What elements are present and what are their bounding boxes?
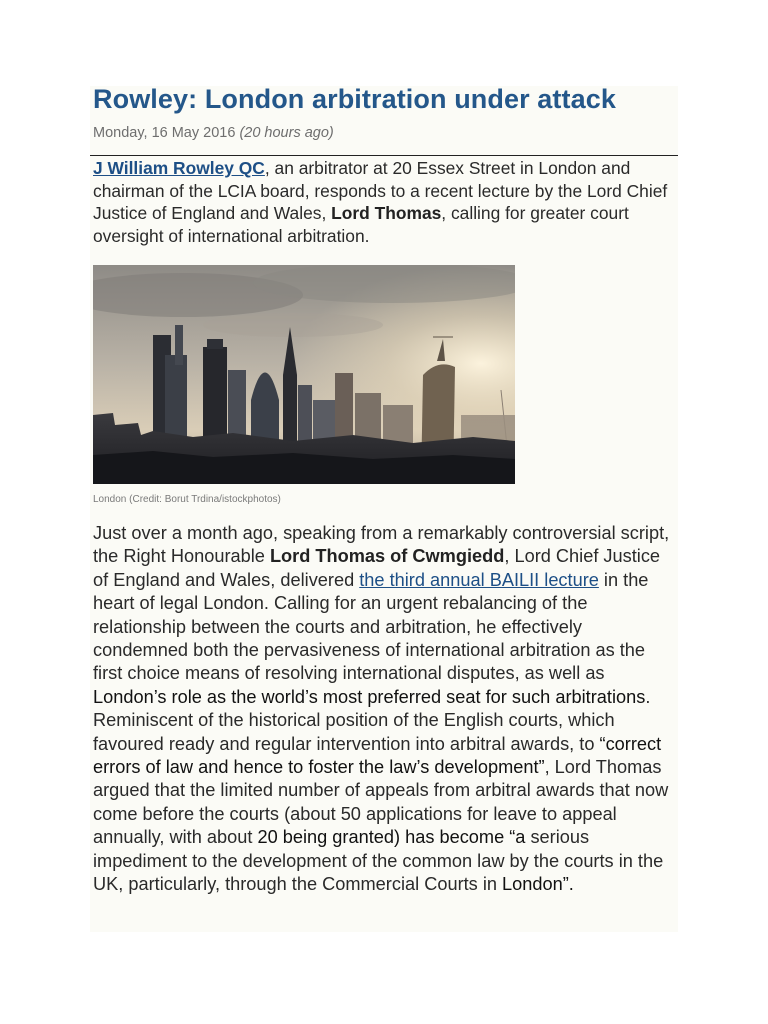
dateline: [93, 125, 334, 141]
article-date: Monday, 16 May 2016: [93, 125, 236, 141]
london-skyline-photo: [93, 265, 515, 484]
bailii-lecture-link[interactable]: the third annual BAILII lecture: [359, 569, 599, 590]
body-text-2: , Lord Chief Justice of England and Wales, delivered: [93, 546, 661, 590]
intro-paragraph: [93, 157, 678, 247]
body-quote-4: London”.: [502, 874, 574, 895]
body-bold-name: Lord Thomas of Cwmgiedd: [269, 546, 505, 567]
body-text-1: Just over a month ago, speaking from a remarkably controversial script, the Right Honourable: [93, 523, 670, 567]
intro-text-1: , an arbitrator at 20 Essex Street in London and chairman of the LCIA board, responds to a recent lecture by the Lord Chief Justice of England and Wales,: [93, 158, 668, 223]
body-text-4: . Reminiscent of the historical position of the English courts, which favoured ready and regular intervention into arbitral awards, to: [93, 686, 651, 754]
author-link[interactable]: J William Rowley QC: [93, 158, 265, 178]
intro-bold-name: Lord Thomas: [331, 203, 442, 223]
body-text-5: , Lord Thomas argued that the limited number of appeals from arbitral awards that now come before the courts (about 50 applications for leave to appeal annually, with about: [93, 757, 669, 848]
body-quote-2: “correct errors of law and hence to foster the law’s development”: [93, 733, 662, 778]
body-quote-3: 20 being granted) has become “a: [257, 827, 526, 848]
body-text-6: serious impediment to the development of the common law by the courts in the UK, particularly, through the Commercial Courts in: [93, 827, 664, 895]
body-text-3: in the heart of legal London. Calling for an urgent rebalancing of the relationship between the courts and arbitration, he effectively condemned both the pervasiveness of international arbitration as the first choice means of resolving international disputes, as well as: [93, 569, 649, 684]
body-quote-1: London’s role as the world’s most preferred seat for such arbitrations: [93, 686, 646, 707]
intro-text-2: , calling for greater court oversight of international arbitration.: [93, 203, 629, 246]
body-paragraph: [93, 522, 678, 897]
divider: [90, 155, 678, 156]
article-title: Rowley: London arbitration under attack: [93, 84, 616, 114]
image-caption: London (Credit: Borut Trdina/istockphotos): [93, 494, 281, 505]
relative-time: (20 hours ago): [239, 125, 334, 141]
